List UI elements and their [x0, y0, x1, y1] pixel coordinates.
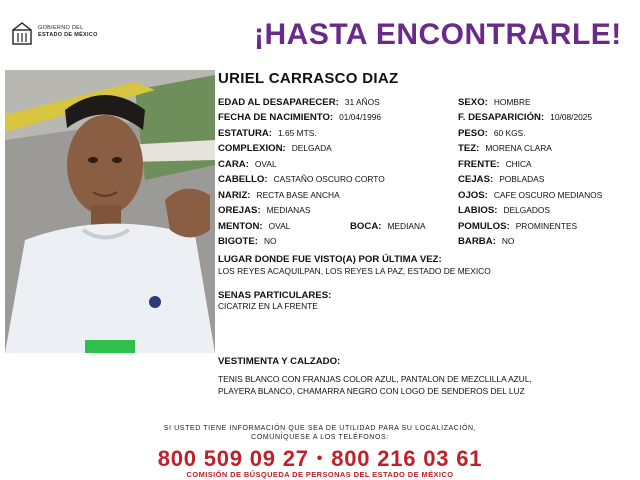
boca-value: MEDIANA	[387, 221, 426, 231]
orejas-label: OREJAS:	[218, 205, 261, 216]
nacimiento-label: FECHA DE NACIMIENTO:	[218, 112, 334, 123]
last-seen-title: LUGAR DONDE FUE VISTO(A) POR ÚLTIMA VEZ:	[218, 254, 442, 265]
cara-label: CARA:	[218, 159, 249, 170]
phone-separator: •	[316, 450, 324, 467]
person-name: URIEL CARRASCO DIAZ	[218, 70, 399, 87]
last-seen-value: LOS REYES ACAQUILPAN, LOS REYES LA PAZ, ESTADO DE MEXICO	[218, 266, 491, 276]
ojos-label: OJOS:	[458, 190, 488, 201]
bigote-value: NO	[263, 236, 277, 246]
logo-line-1: GOBIERNO DEL	[38, 25, 84, 31]
ojos-value: CAFE OSCURO MEDIANOS	[493, 190, 603, 200]
menton-value: OVAL	[268, 221, 291, 231]
bigote-label: BIGOTE:	[218, 236, 258, 247]
edad-value: 31 AÑOS	[344, 97, 380, 107]
boca-label: BOCA:	[350, 221, 382, 232]
field-ojos	[458, 190, 602, 201]
complexion-label: COMPLEXION:	[218, 143, 286, 154]
barba-value: NO	[501, 236, 515, 246]
nariz-value: RECTA BASE ANCHA	[256, 190, 340, 200]
field-peso	[458, 128, 526, 139]
desaparicion-value: 10/08/2025	[550, 112, 593, 122]
phone-2: 800 216 03 61	[331, 446, 483, 471]
cara-value: OVAL	[254, 159, 277, 169]
menton-label: MENTON:	[218, 221, 263, 232]
cabello-value: CASTAÑO OSCURO CORTO	[273, 174, 385, 184]
desaparicion-label: F. DESAPARICIÓN:	[458, 112, 545, 123]
logo-text	[38, 25, 98, 39]
field-orejas	[218, 205, 310, 216]
field-frente	[458, 159, 532, 170]
info-line-2: COMUNÍQUESE A LOS TELÉFONOS:	[251, 434, 389, 441]
tez-label: TEZ:	[458, 143, 480, 154]
field-boca	[350, 221, 426, 232]
phone-1: 800 509 09 27	[157, 446, 309, 471]
field-edad	[218, 97, 380, 108]
government-logo	[10, 20, 120, 46]
field-nacimiento	[218, 112, 381, 123]
frente-value: CHICA	[505, 159, 532, 169]
orejas-value: MEDIANAS	[266, 205, 311, 215]
marks-value: CICATRIZ EN LA FRENTE	[218, 301, 318, 311]
missing-person-photo	[5, 70, 215, 353]
marks-title: SENAS PARTICULARES:	[218, 290, 332, 301]
field-bigote	[218, 236, 277, 247]
nacimiento-value: 01/04/1996	[339, 112, 382, 122]
cejas-label: CEJAS:	[458, 174, 494, 185]
field-cabello	[218, 174, 385, 185]
frente-label: FRENTE:	[458, 159, 500, 170]
pomulos-label: POMULOS:	[458, 221, 510, 232]
tez-value: MORENA CLARA	[485, 143, 552, 153]
field-sexo	[458, 97, 531, 108]
sexo-value: HOMBRE	[493, 97, 531, 107]
clothing-line-2: PLAYERA BLANCO, CHAMARRA NEGRO CON LOGO DE SENDEROS DEL LUZ	[218, 386, 525, 396]
field-labios	[458, 205, 550, 216]
field-desaparicion	[458, 112, 592, 123]
pomulos-value: PROMINENTES	[515, 221, 578, 231]
logo-line-2: ESTADO DE MÉXICO	[38, 32, 98, 38]
headline: ¡HASTA ENCONTRARLE!	[254, 18, 622, 51]
field-tez	[458, 143, 552, 154]
clothing-line-1: TENIS BLANCO CON FRANJAS COLOR AZUL, PANTALON DE MEZCLILLA AZUL,	[218, 374, 532, 384]
field-barba	[458, 236, 514, 247]
field-nariz	[218, 190, 340, 201]
field-menton	[218, 221, 290, 232]
cejas-value: POBLADAS	[499, 174, 545, 184]
field-cara	[218, 159, 277, 170]
sexo-label: SEXO:	[458, 97, 488, 108]
nariz-label: NARIZ:	[218, 190, 251, 201]
labios-label: LABIOS:	[458, 205, 498, 216]
phone-numbers	[0, 446, 640, 472]
complexion-value: DELGADA	[291, 143, 332, 153]
estatura-label: ESTATURA:	[218, 128, 273, 139]
field-cejas	[458, 174, 544, 185]
field-pomulos	[458, 221, 577, 232]
state-emblem-icon	[10, 20, 34, 46]
edad-label: EDAD AL DESAPARECER:	[218, 97, 339, 108]
barba-label: BARBA:	[458, 236, 496, 247]
commission-footer: COMISIÓN DE BÚSQUEDA DE PERSONAS DEL ESTADO DE MÉXICO	[186, 470, 454, 479]
estatura-value: 1.65 MTS.	[278, 128, 317, 138]
clothing-title: VESTIMENTA Y CALZADO:	[218, 356, 341, 367]
cabello-label: CABELLO:	[218, 174, 268, 185]
peso-value: 60 KGS.	[493, 128, 526, 138]
field-estatura	[218, 128, 317, 139]
info-line-1: SI USTED TIENE INFORMACIÓN QUE SEA DE UTILIDAD PARA SU LOCALIZACIÓN,	[163, 425, 477, 432]
peso-label: PESO:	[458, 128, 488, 139]
labios-value: DELGADOS	[503, 205, 550, 215]
field-complexion	[218, 143, 332, 154]
